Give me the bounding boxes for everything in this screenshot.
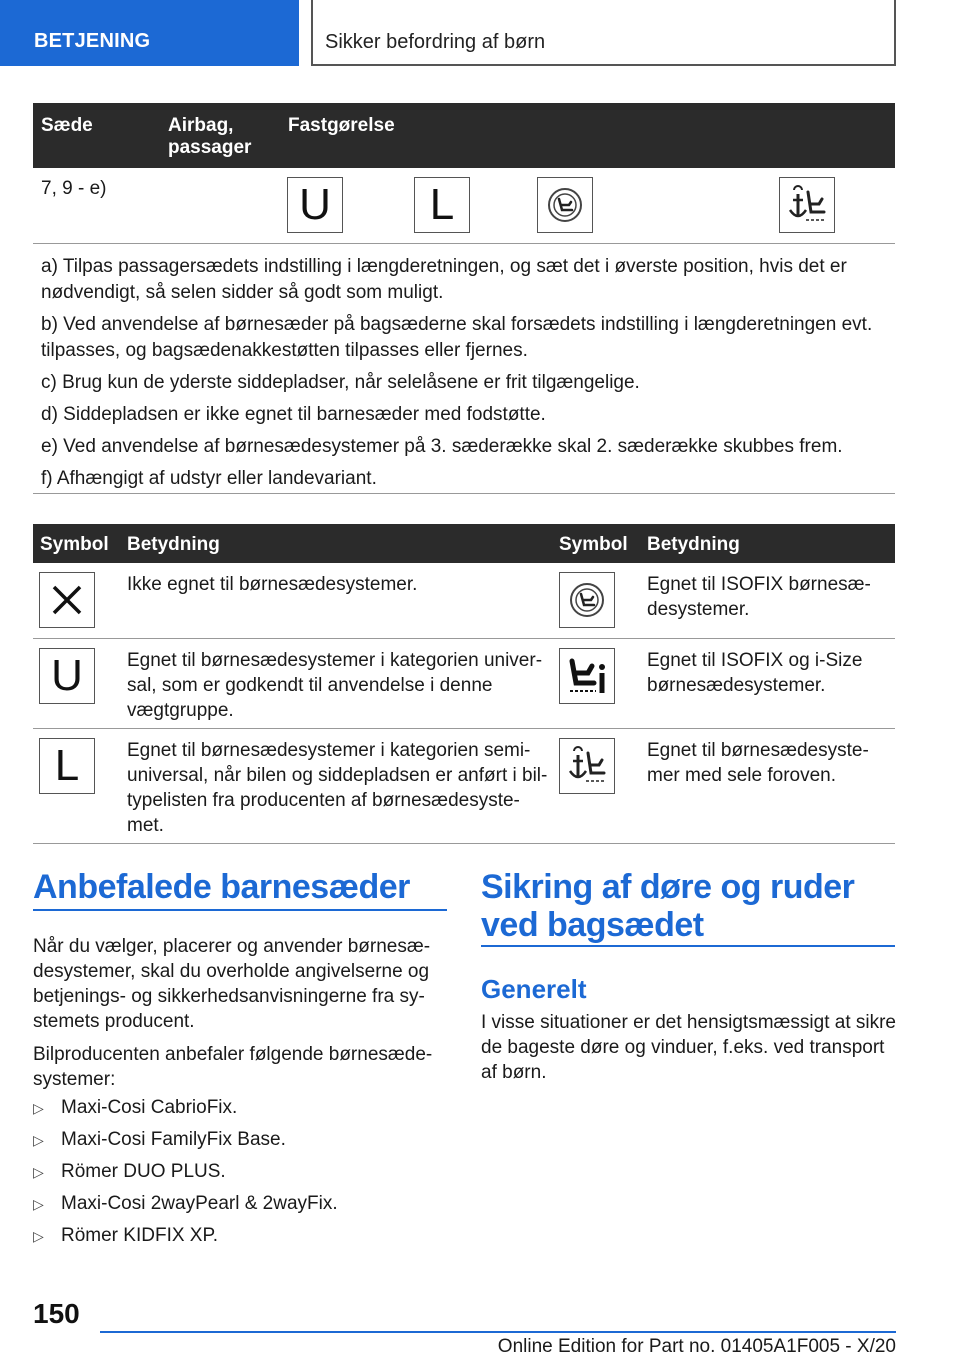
chapter-title: Sikker befordring af børn xyxy=(311,0,896,66)
list-item-text: Maxi-Cosi 2wayPearl & 2wayFix. xyxy=(61,1193,338,1214)
symbol-meaning: Egnet til ISOFIX og i-Size børnesædesystemer. xyxy=(647,650,863,696)
col-symbol-left: Symbol xyxy=(40,534,109,555)
page-number: 150 xyxy=(33,1298,80,1329)
seat-cell: 7, 9 - e) xyxy=(41,178,107,199)
heading-door-window-lock: Sikring af døre og ruder ved bagsædet xyxy=(481,868,855,944)
list-item-text: Römer DUO PLUS. xyxy=(61,1161,226,1182)
col-seat: Sæde xyxy=(41,115,93,136)
symbol-meaning: Egnet til børnesædesystemer i kategorien semi-universal, når bilen og siddepladsen er anført i bil-typelisten fra producenten af børnesædesyste-met. xyxy=(127,740,548,836)
footer-edition: Online Edition for Part no. 01405A1F005 - X/20 xyxy=(497,1336,896,1357)
semi-universal-l-icon xyxy=(414,177,470,233)
paragraph: Når du vælger, placerer og anvender børnesæ-desystemer, skal du overholde angivelserne og betjenings- og sikkerhedsanvisningerne fra sy-stemets producent. xyxy=(33,936,431,1032)
u-glyph: U xyxy=(51,651,83,700)
note-b: b) Ved anvendelse af børnesæder på bagsæderne skal forsædets indstilling i længderetningen evt. tilpasses, og bagsædenakkestøtten tilpasses eller fjernes. xyxy=(41,314,873,361)
isofix-isize-icon xyxy=(559,648,615,704)
symbol-meaning: Egnet til børnesædesystemer i kategorien univer-sal, som er godkendt til anvendelse i denne vægtgruppe. xyxy=(127,650,543,721)
page-header xyxy=(0,0,960,66)
u-glyph: U xyxy=(299,180,331,229)
footer-rule xyxy=(100,1331,896,1333)
note-e: e) Ved anvendelse af børnesædesystemer på 3. sæderække skal 2. sæderække skubbes frem. xyxy=(41,436,843,457)
list-item xyxy=(33,1097,237,1119)
col-airbag xyxy=(168,115,251,159)
isofix-icon xyxy=(537,177,593,233)
symbol-row xyxy=(33,639,895,729)
subheading-general: Generelt xyxy=(481,974,587,1004)
semi-universal-l-icon xyxy=(39,738,95,794)
l-glyph: L xyxy=(429,180,455,229)
seat-table-row xyxy=(33,168,895,244)
seat-table-header xyxy=(33,103,895,168)
paragraph: I visse situationer er det hensigtsmæssigt at sikre de bageste døre og vinduer, f.eks. ved transport af børn. xyxy=(481,1012,897,1083)
bullet-marker: ▷ xyxy=(33,1164,44,1180)
list-item xyxy=(33,1161,226,1183)
top-tether-anchor-icon xyxy=(559,738,615,794)
paragraph: Bilproducenten anbefaler følgende børnesæde-systemer: xyxy=(33,1044,433,1090)
col-fastening: Fastgørelse xyxy=(288,115,395,136)
symbol-meaning: Egnet til ISOFIX børnesæ-desystemer. xyxy=(647,574,871,620)
symbol-meaning: Ikke egnet til børnesædesystemer. xyxy=(127,574,418,595)
note-d: d) Siddepladsen er ikke egnet til barnesæder med fodstøtte. xyxy=(41,404,546,425)
list-item-text: Römer KIDFIX XP. xyxy=(61,1225,218,1246)
col-meaning-left: Betydning xyxy=(127,534,220,555)
list-item-text: Maxi-Cosi FamilyFix Base. xyxy=(61,1129,286,1150)
cross-icon xyxy=(39,572,95,628)
note-f: f) Afhængigt af udstyr eller landevariant. xyxy=(41,468,377,489)
col-symbol-right: Symbol xyxy=(559,534,628,555)
bullet-marker: ▷ xyxy=(33,1100,44,1116)
heading-rule xyxy=(481,945,895,947)
l-glyph: L xyxy=(54,741,80,790)
list-item xyxy=(33,1225,218,1247)
top-tether-anchor-icon xyxy=(779,177,835,233)
symbol-row xyxy=(33,729,895,844)
list-item xyxy=(33,1129,286,1151)
note-a: a) Tilpas passagersædets indstilling i længderetningen, og sæt det i øverste position, hvis det er nødvendigt, så selen sidder så godt som muligt. xyxy=(41,256,847,303)
symbol-meaning: Egnet til børnesædesyste-mer med sele foroven. xyxy=(647,740,869,786)
col-airbag-line1: Airbag, xyxy=(168,115,234,136)
heading-rule xyxy=(33,909,447,911)
universal-u-icon xyxy=(287,177,343,233)
list-item-text: Maxi-Cosi CabrioFix. xyxy=(61,1097,238,1118)
symbol-row xyxy=(33,563,895,639)
bullet-marker: ▷ xyxy=(33,1228,44,1244)
heading-recommended-seats: Anbefalede barnesæder xyxy=(33,868,410,906)
bullet-marker: ▷ xyxy=(33,1196,44,1212)
isofix-icon xyxy=(559,572,615,628)
note-c: c) Brug kun de yderste siddepladser, når selelåsene er frit tilgængelige. xyxy=(41,372,640,393)
universal-u-icon xyxy=(39,648,95,704)
bullet-marker: ▷ xyxy=(33,1132,44,1148)
col-airbag-line2: passager xyxy=(168,137,252,158)
col-meaning-right: Betydning xyxy=(647,534,740,555)
section-label: BETJENING xyxy=(0,0,299,66)
list-item xyxy=(33,1193,338,1215)
seat-table-notes xyxy=(33,244,895,494)
symbol-table-header xyxy=(33,524,895,563)
